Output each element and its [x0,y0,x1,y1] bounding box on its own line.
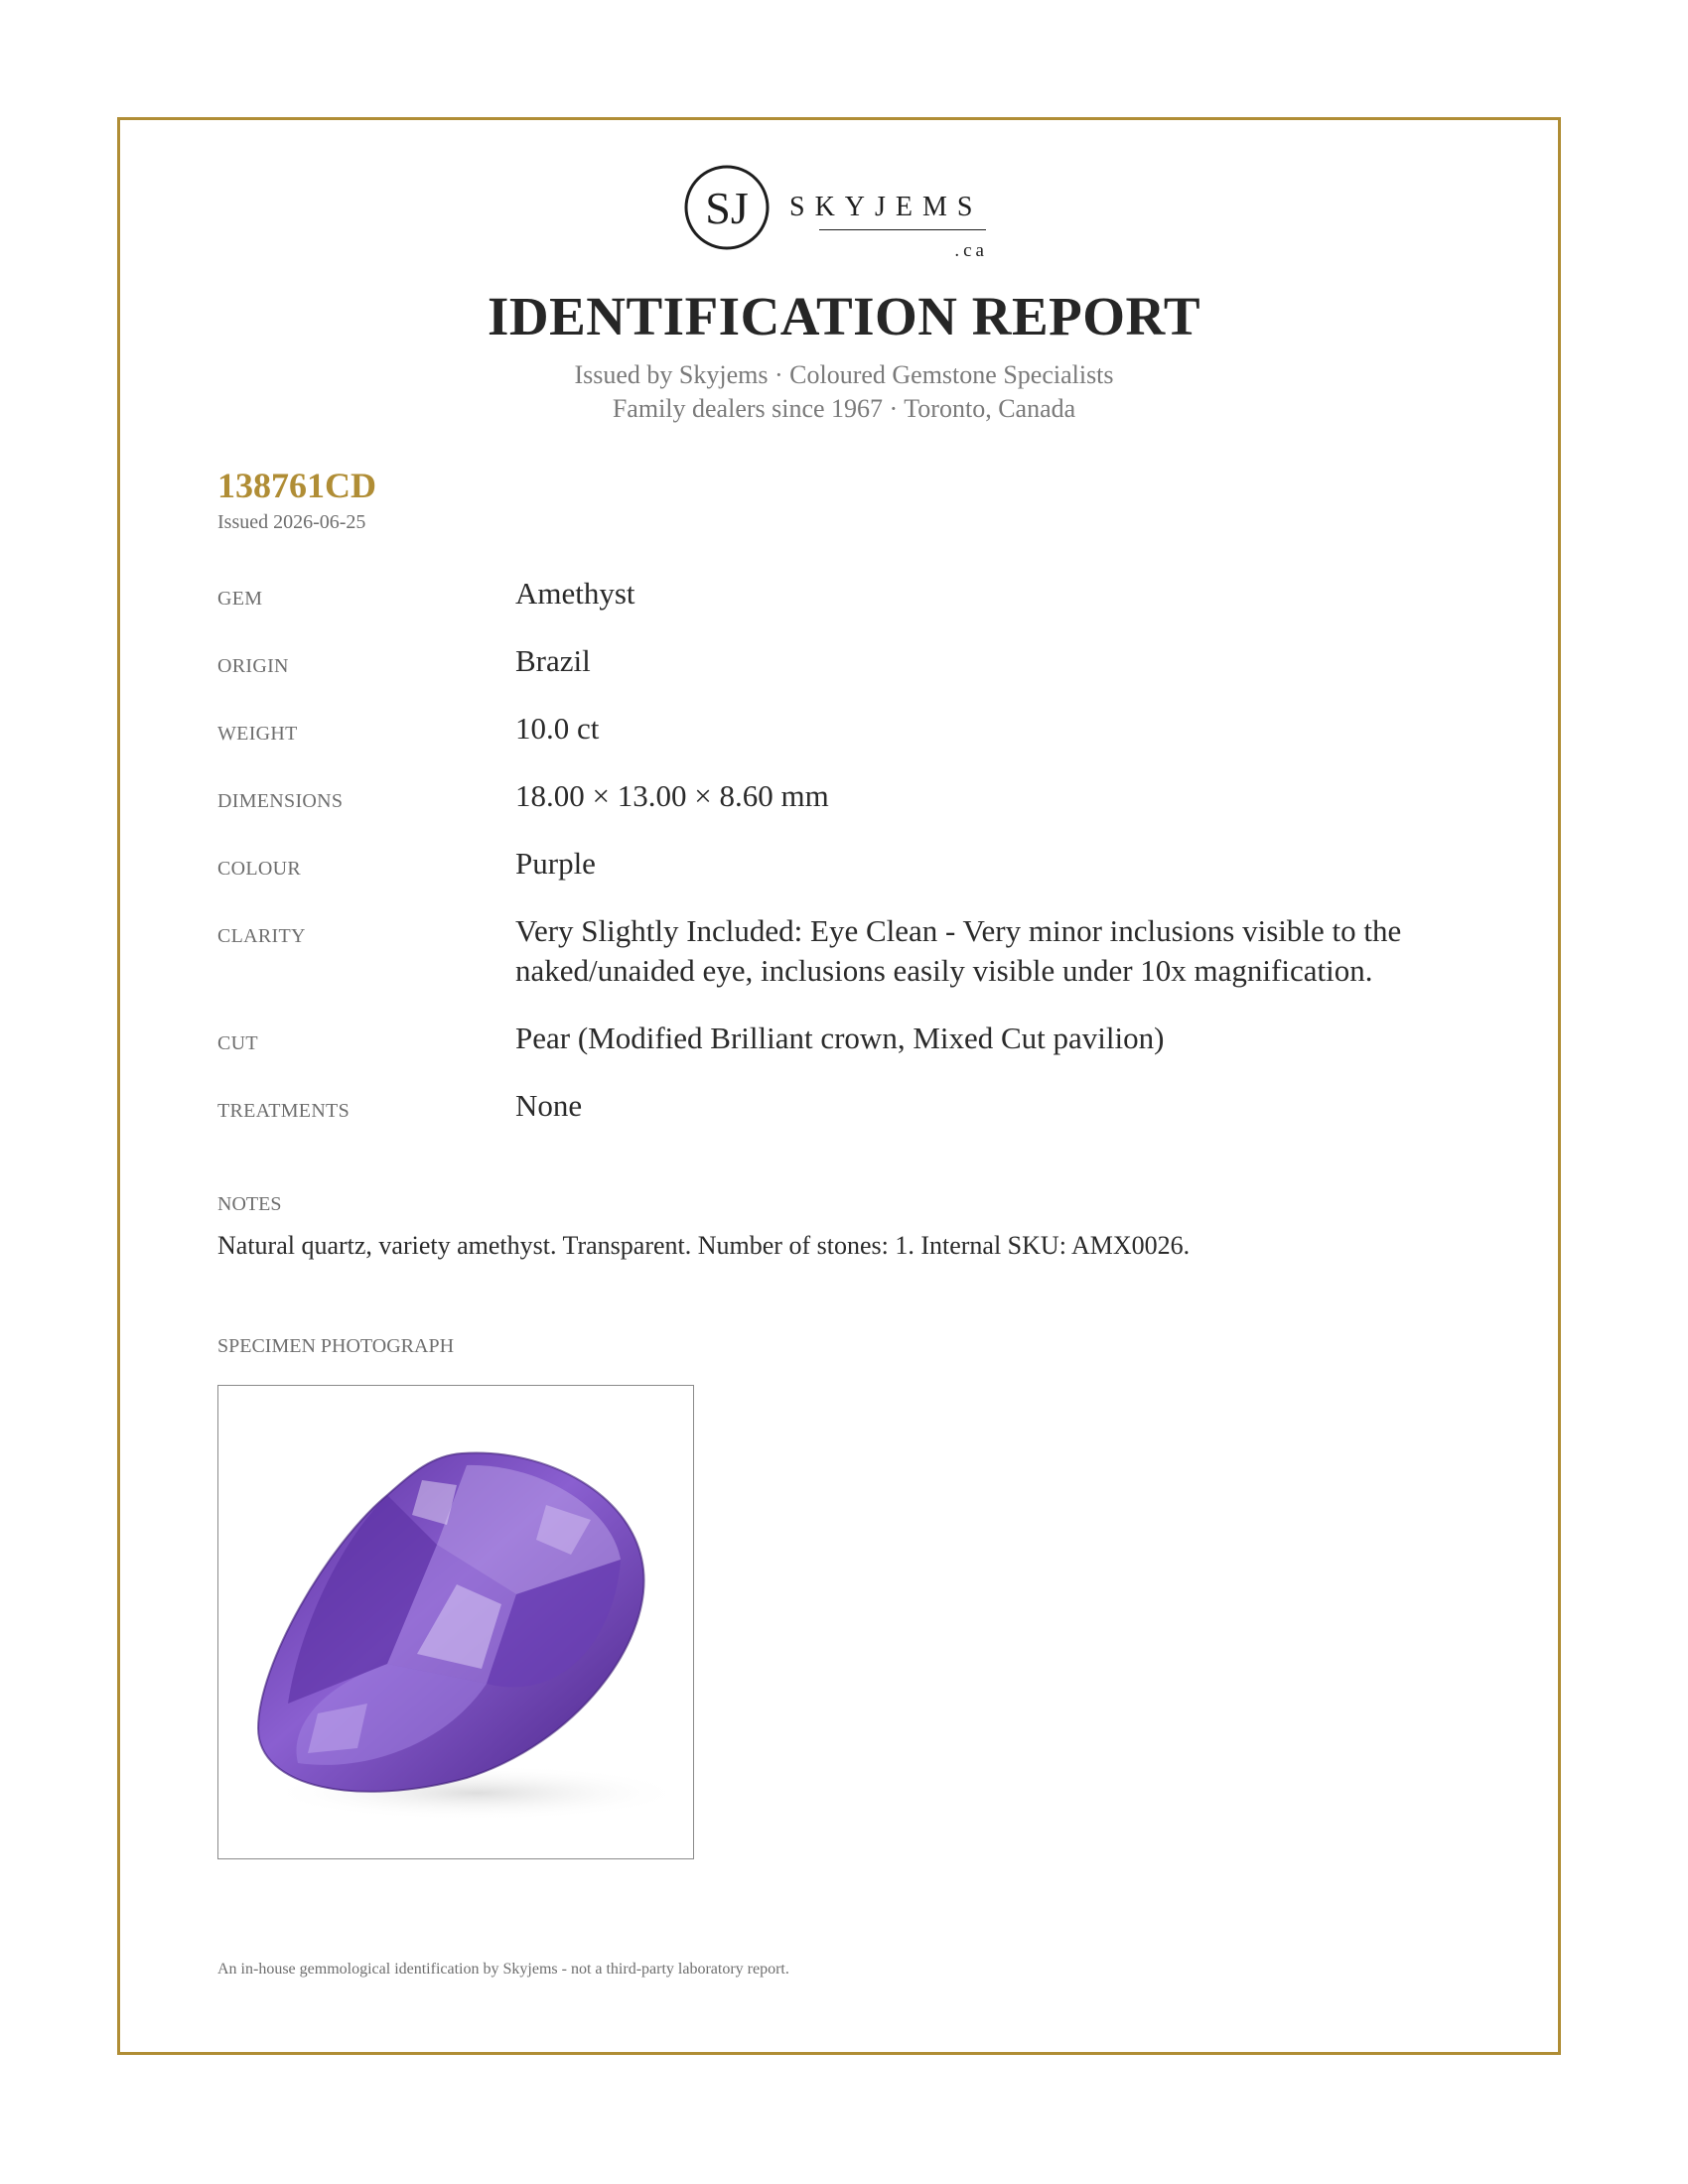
report-number: 138761CD [217,466,376,505]
field-label: ORIGIN [217,655,289,677]
field-label: GEM [217,588,263,610]
footer-disclaimer: An in-house gemmological identification by Skyjems - not a third-party laboratory report. [217,1961,789,1978]
logo-monogram: SJ [705,183,749,233]
field-value: 10.0 ct [515,711,600,746]
brand-logo [683,164,1011,263]
field-label: CLARITY [217,925,306,947]
report-title: IDENTIFICATION REPORT [487,286,1201,346]
specimen-photo [217,1385,694,1859]
notes-text: Natural quartz, variety amethyst. Transparent. Number of stones: 1. Internal SKU: AMX0026. [217,1231,1191,1260]
notes-heading: NOTES [217,1193,282,1215]
field-value: Very Slightly Included: Eye Clean - Very minor inclusions visible to the naked/unaided eye, inclusions easily visible under 10x magnification. [515,913,1402,988]
photo-heading: SPECIMEN PHOTOGRAPH [217,1335,455,1357]
field-value: Pear (Modified Brilliant crown, Mixed Cut pavilion) [515,1021,1165,1055]
subtitle-location: Family dealers since 1967 · Toronto, Canada [612,394,1076,423]
field-label: TREATMENTS [217,1100,350,1122]
field-label: WEIGHT [217,723,298,745]
sj-monogram-logo [683,164,771,251]
logo-domain-text: .ca [954,240,988,261]
amethyst-gem-image [218,1386,694,1859]
field-value: 18.00 × 13.00 × 8.60 mm [515,778,829,813]
field-value: Purple [515,846,596,881]
issue-date: Issued 2026-06-25 [217,511,366,533]
field-label: COLOUR [217,858,302,880]
logo-domain [789,218,988,262]
field-label: DIMENSIONS [217,790,344,812]
logo-wordmark: SKYJEMS [789,192,983,222]
field-value: Amethyst [515,576,635,611]
subtitle-issuer: Issued by Skyjems · Coloured Gemstone Specialists [574,360,1114,389]
field-value: Brazil [515,643,591,678]
field-label: CUT [217,1032,258,1054]
field-value: None [515,1088,583,1123]
